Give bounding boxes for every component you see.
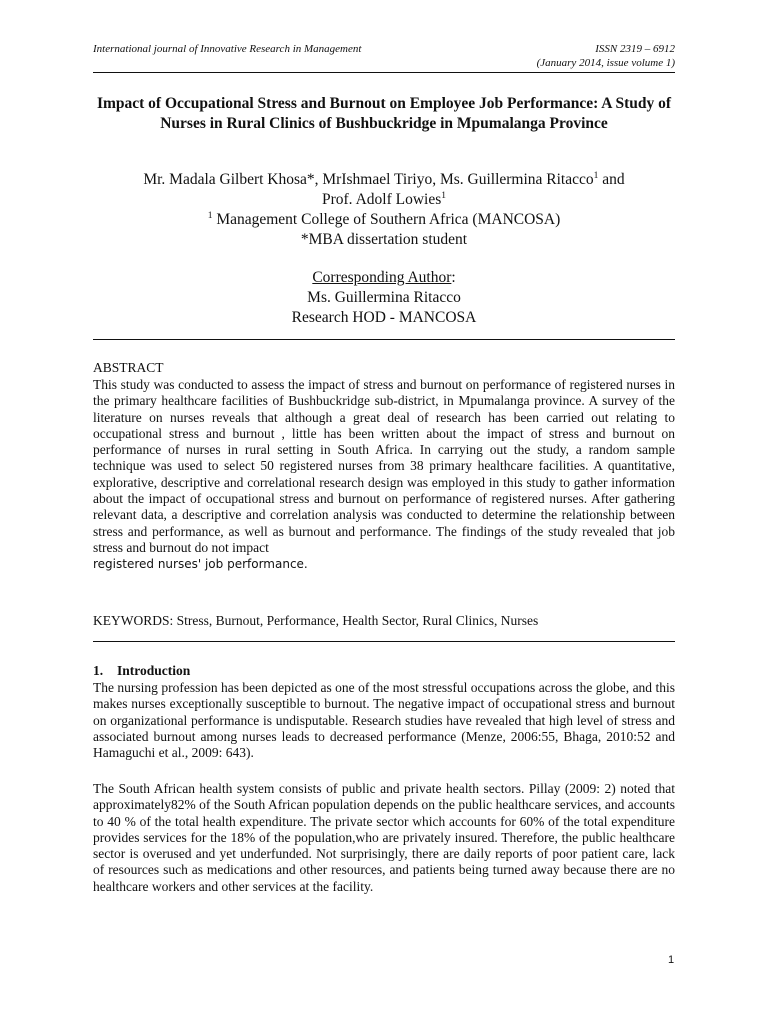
keywords-bottom-rule — [93, 641, 675, 642]
keywords: KEYWORDS: Stress, Burnout, Performance, Health Sector, Rural Clinics, Nurses — [93, 613, 539, 628]
issn: ISSN 2319 – 6912 — [595, 43, 675, 55]
corresponding-author-block — [93, 268, 675, 328]
page-number: 1 — [668, 954, 675, 966]
affiliation: $^1$ Management College of Southern Africa (MANCOSA) — [207, 210, 561, 228]
section-heading: 1. Introduction — [93, 663, 191, 678]
issue-info: (January 2014, issue volume 1) — [536, 57, 675, 69]
author-note: *MBA dissertation student — [300, 231, 468, 248]
header-rule — [93, 72, 675, 73]
running-header — [93, 42, 675, 56]
author-block — [93, 170, 675, 250]
intro-paragraph-1: The nursing profession has been depicted as one of the most stressful occupations across the globe, and this makes nurses exceptionally susceptible to burnout. The negative impact of occupational stress and burnout on organizational performance is undisputable. Research studies have revealed that high level of stress and associated burnout among nurses leads to decreased performance (Menze, 2006:55, Bhaga, 2010:52 and Hamaguchi et al., 2009: 643). — [93, 680, 675, 761]
corresponding-author-label: Corresponding Author: — [312, 269, 456, 286]
abstract-text: This study was conducted to assess the impact of stress and burnout on performance of registered nurses in the primary healthcare facilities of Bushbuckridge sub-district, in Mpumalanga province. A survey of the literature on nurses reveals that although a great deal of research has been carried out relating to occupational stress and burnout , little has been written about the impact of stress and burnout on performance of nurses in rural setting in South Africa. In carrying out the study, a random sample technique was used to select 50 registered nurses from 38 primary healthcare facilities. A quantitative, explorative, descriptive and correlational research design was employed in this study to gather information about the impact of occupational stress and burnout on performance of registered nurses. After gathering relevant data, a descriptive and correlation analysis was conducted to determine the relationship between stress and performance, as well as burnout and performance. The findings of the study revealed that job stress and burnout do not impact registered nurses' job performance. — [93, 377, 675, 572]
corresponding-author-role: Research HOD - MANCOSA — [291, 309, 477, 326]
author-line-1: Mr. Madala Gilbert Khosa*, MrIshmael Tiriyo, Ms. Guillermina Ritacco$^1$ and — [143, 170, 625, 188]
intro-paragraph-2: The South African health system consists of public and private health sectors. Pillay (2009: 2) noted that approximately82% of the South African population depends on the public healthcare services, and accounts to 40 % of the total health expenditure. The private sector which accounts for 60% of the total expenditure provides services for the 18% of the population,who are privately insured. Therefore, the public healthcare sector is overused and yet underfunded. Not surprisingly, there are daily reports of poor patient care, lack of resources such as medications and other resources, and patients being turned away because there are no healthcare workers and other services at the facility. — [93, 781, 675, 894]
journal-name: International journal of Innovative Research in Management — [93, 43, 362, 55]
author-line-2: Prof. Adolf Lowies$^1$ — [321, 190, 446, 208]
abstract-top-rule — [93, 339, 675, 340]
corresponding-author-name: Ms. Guillermina Ritacco — [307, 289, 461, 306]
abstract-heading: ABSTRACT — [93, 360, 164, 375]
paper-title: Impact of Occupational Stress and Burnout on Employee Job Performance: A Study of Nurses in Rural Clinics of Bushbuckridge in Mpumalanga Province — [96, 95, 672, 132]
